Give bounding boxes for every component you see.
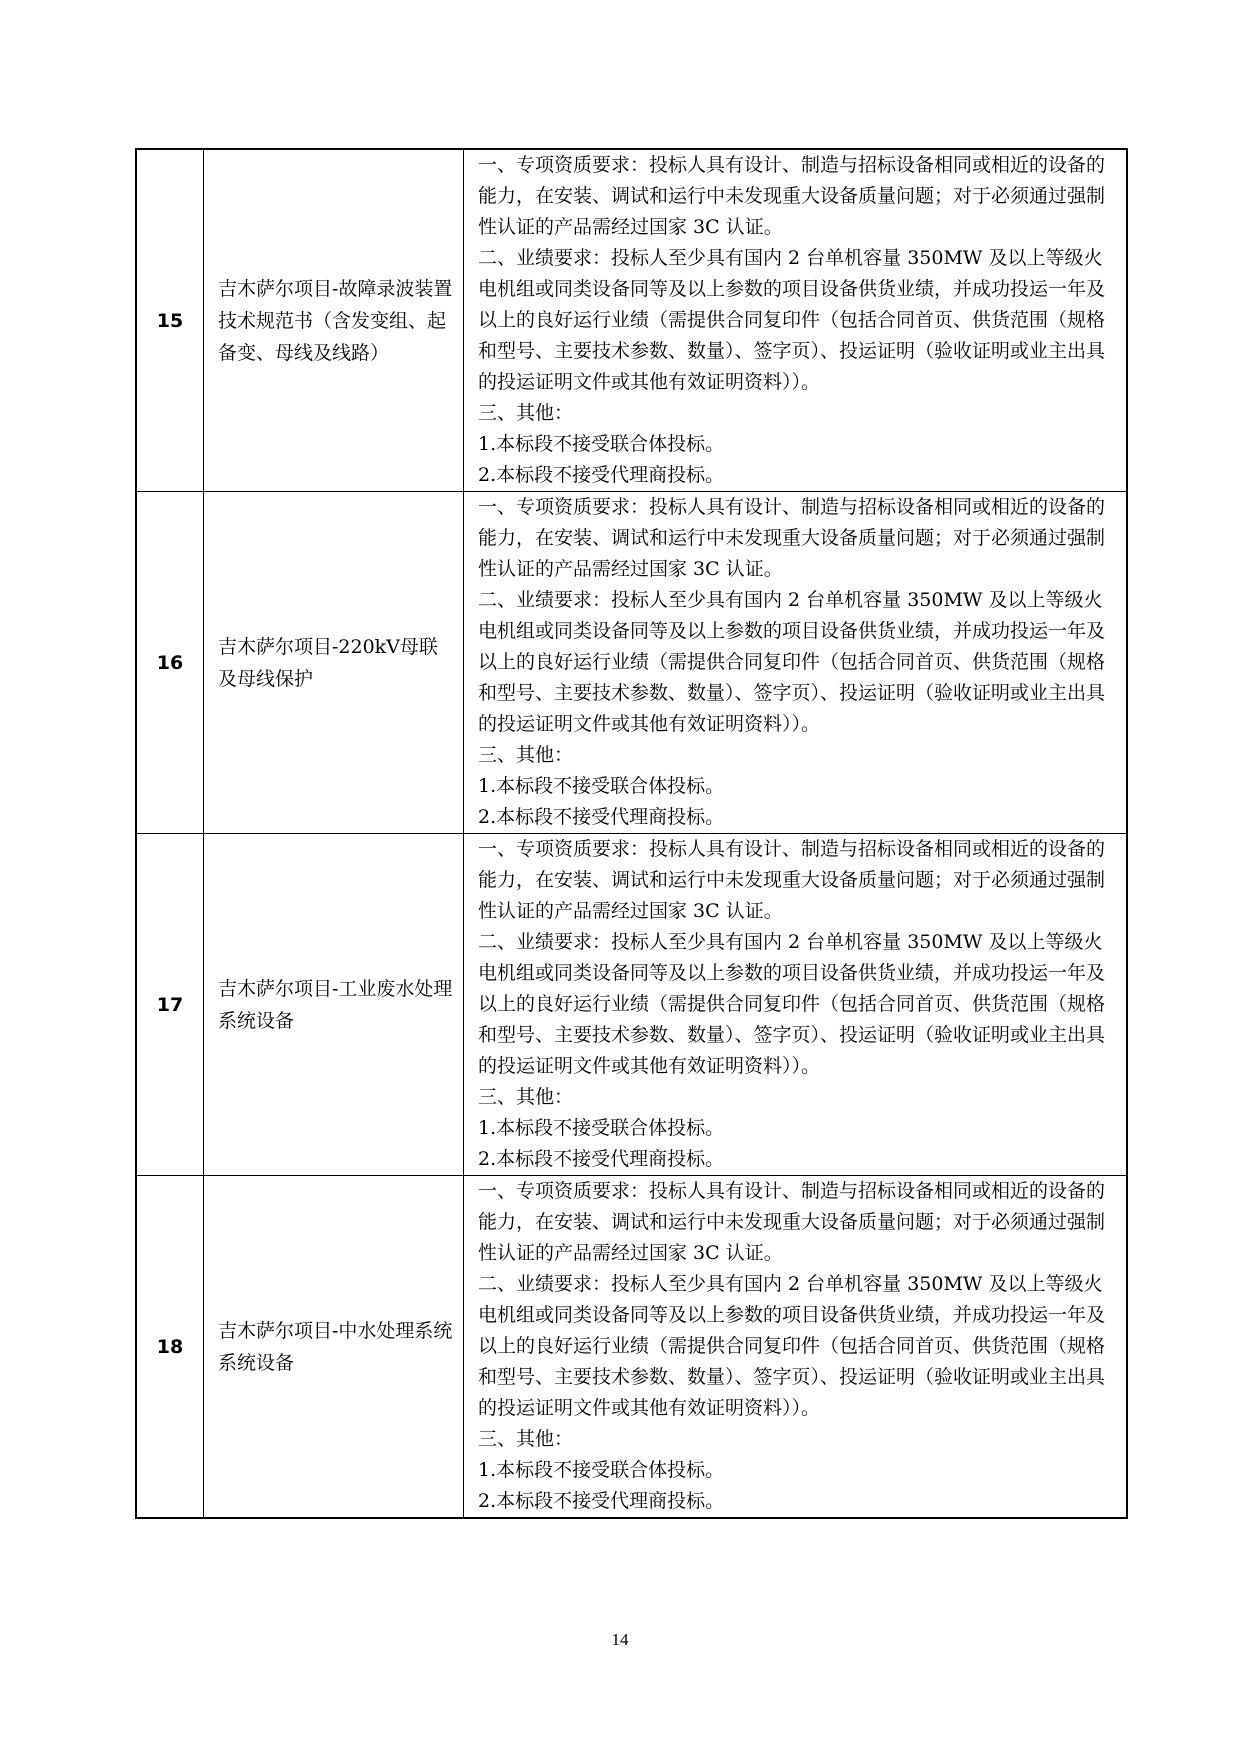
qualification-requirement: 一、专项资质要求：投标人具有设计、制造与招标设备相同或相近的设备的能力，在安装、调试和运行中未发现重大设备质量问题；对于必须通过强制性认证的产品需经过国家 3C 认证。 [478, 496, 1106, 580]
other-item: 1.本标段不接受联合体投标。 [478, 1459, 725, 1481]
package-name: 吉木萨尔项目-220kV母联及母线保护 [204, 492, 464, 834]
other-item: 1.本标段不接受联合体投标。 [478, 433, 725, 455]
requirements-cell [464, 834, 1128, 1176]
other-heading: 三、其他： [478, 1428, 574, 1450]
row-number: 18 [136, 1176, 204, 1519]
table-row [136, 1176, 1127, 1519]
other-heading: 三、其他： [478, 402, 574, 424]
qualification-requirement: 一、专项资质要求：投标人具有设计、制造与招标设备相同或相近的设备的能力，在安装、调试和运行中未发现重大设备质量问题；对于必须通过强制性认证的产品需经过国家 3C 认证。 [478, 154, 1106, 238]
requirements-cell [464, 492, 1128, 834]
performance-requirement: 二、业绩要求：投标人至少具有国内 2 台单机容量 350MW 及以上等级火电机组或同类设备同等及以上参数的项目设备供货业绩，并成功投运一年及以上的良好运行业绩（需提供合同复印件（包括合同首页、供货范围（规格和型号、主要技术参数、数量）、签字页）、投运证明（验收证明或业主出具的投运证明文件或其他有效证明资料））。 [478, 589, 1106, 735]
row-number: 15 [136, 149, 204, 492]
package-name: 吉木萨尔项目-中水处理系统系统设备 [204, 1176, 464, 1519]
row-number: 16 [136, 492, 204, 834]
other-item: 2.本标段不接受代理商投标。 [478, 806, 725, 828]
other-item: 2.本标段不接受代理商投标。 [478, 464, 725, 486]
performance-requirement: 二、业绩要求：投标人至少具有国内 2 台单机容量 350MW 及以上等级火电机组或同类设备同等及以上参数的项目设备供货业绩，并成功投运一年及以上的良好运行业绩（需提供合同复印件（包括合同首页、供货范围（规格和型号、主要技术参数、数量）、签字页）、投运证明（验收证明或业主出具的投运证明文件或其他有效证明资料））。 [478, 247, 1106, 393]
other-item: 1.本标段不接受联合体投标。 [478, 775, 725, 797]
performance-requirement: 二、业绩要求：投标人至少具有国内 2 台单机容量 350MW 及以上等级火电机组或同类设备同等及以上参数的项目设备供货业绩，并成功投运一年及以上的良好运行业绩（需提供合同复印件（包括合同首页、供货范围（规格和型号、主要技术参数、数量）、签字页）、投运证明（验收证明或业主出具的投运证明文件或其他有效证明资料））。 [478, 931, 1106, 1077]
other-item: 2.本标段不接受代理商投标。 [478, 1490, 725, 1512]
requirements-cell [464, 1176, 1128, 1519]
other-item: 2.本标段不接受代理商投标。 [478, 1148, 725, 1170]
other-item: 1.本标段不接受联合体投标。 [478, 1117, 725, 1139]
other-heading: 三、其他： [478, 744, 574, 766]
requirements-table [135, 148, 1128, 1519]
qualification-requirement: 一、专项资质要求：投标人具有设计、制造与招标设备相同或相近的设备的能力，在安装、调试和运行中未发现重大设备质量问题；对于必须通过强制性认证的产品需经过国家 3C 认证。 [478, 1180, 1106, 1264]
table-row [136, 834, 1127, 1176]
row-number: 17 [136, 834, 204, 1176]
table-row [136, 492, 1127, 834]
performance-requirement: 二、业绩要求：投标人至少具有国内 2 台单机容量 350MW 及以上等级火电机组或同类设备同等及以上参数的项目设备供货业绩，并成功投运一年及以上的良好运行业绩（需提供合同复印件（包括合同首页、供货范围（规格和型号、主要技术参数、数量）、签字页）、投运证明（验收证明或业主出具的投运证明文件或其他有效证明资料））。 [478, 1273, 1106, 1419]
package-name: 吉木萨尔项目-工业废水处理系统设备 [204, 834, 464, 1176]
other-heading: 三、其他： [478, 1086, 574, 1108]
qualification-requirement: 一、专项资质要求：投标人具有设计、制造与招标设备相同或相近的设备的能力，在安装、调试和运行中未发现重大设备质量问题；对于必须通过强制性认证的产品需经过国家 3C 认证。 [478, 838, 1106, 922]
page-number: 14 [611, 1630, 629, 1649]
package-name: 吉木萨尔项目-故障录波装置技术规范书（含发变组、起备变、母线及线路） [204, 149, 464, 492]
requirements-cell [464, 149, 1128, 492]
table-row [136, 149, 1127, 492]
